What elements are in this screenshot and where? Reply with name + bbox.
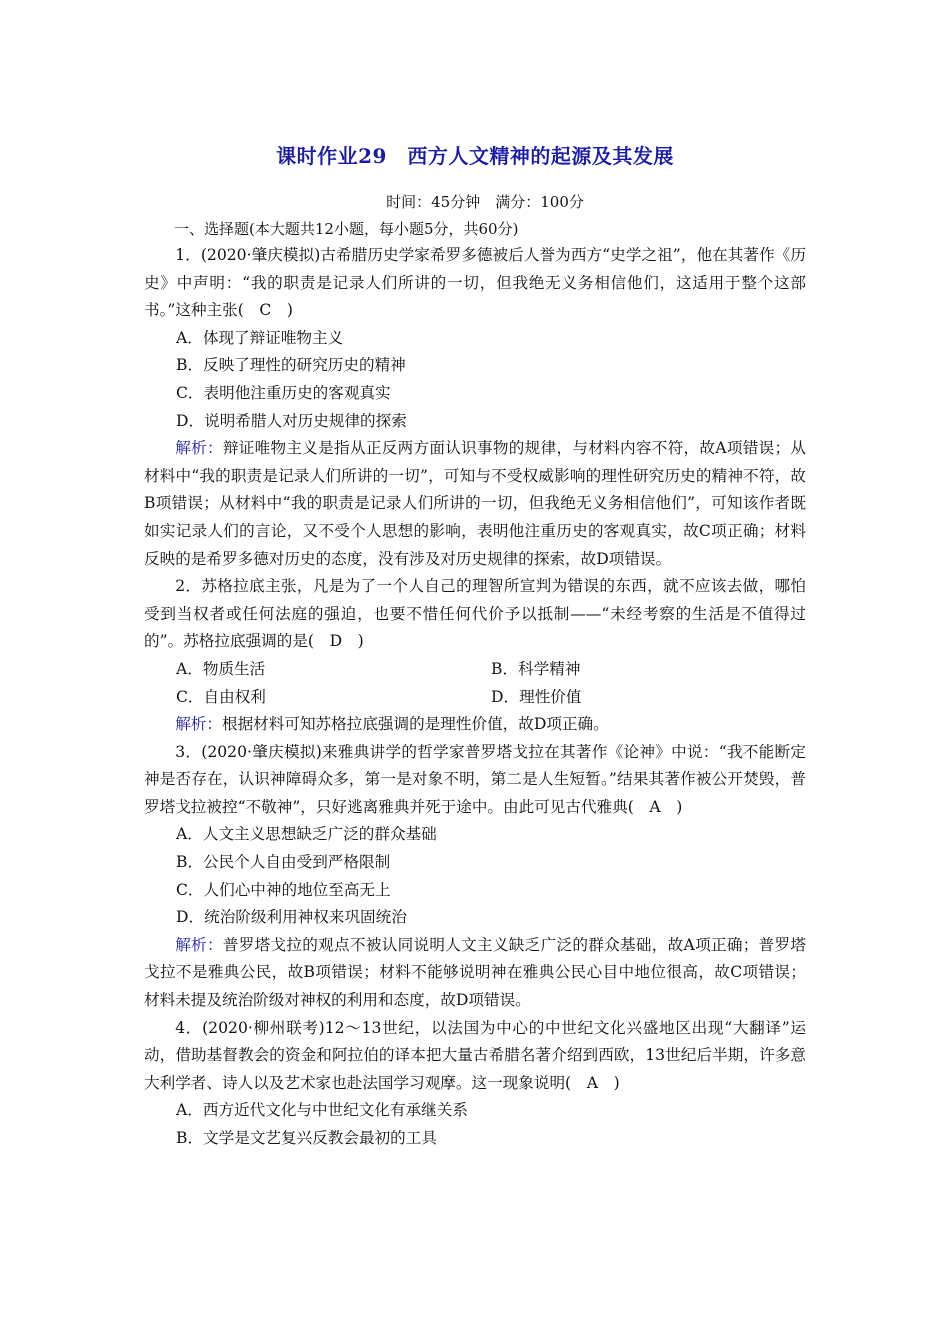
- document-page: [144, 140, 806, 1153]
- analysis: [144, 435, 806, 573]
- option-c: C．表明他注重历史的客观真实: [176, 383, 391, 402]
- option-row: [144, 684, 806, 712]
- question-stem: 2．苏格拉底主张，凡是为了一个人自己的理智所宣判为错误的东西，就不应该去做，哪怕受到当权者或任何法庭的强迫，也要不惜任何代价予以抵制——“未经考察的生活是不值得过的”。苏格拉底强调的是( D ): [144, 577, 806, 651]
- exam-meta: 时间：45分钟 满分：100分: [386, 193, 584, 211]
- option-d: D．说明希腊人对历史规律的探索: [176, 411, 407, 430]
- analysis: [144, 932, 806, 1015]
- option-d: D．统治阶级利用神权来巩固统治: [176, 908, 407, 927]
- section-heading: 一、选择题(本大题共12小题，每小题5分，共60分): [174, 220, 519, 238]
- option-b: B．反映了理性的研究历史的精神: [176, 356, 406, 375]
- option-a: A．物质生活: [176, 659, 266, 678]
- question-stem: 4．(2020·柳州联考)12～13世纪，以法国为中心的中世纪文化兴盛地区出现“大翻译”运动，借助基督教会的资金和阿拉伯的译本把大量古希腊名著介绍到西欧，13世纪后半期，许多意大利学者、诗人以及艺术家也赴法国学习观摩。这一现象说明( A ): [144, 1018, 806, 1092]
- option-d: D．理性价值: [491, 687, 582, 706]
- question-2: [144, 573, 806, 739]
- option-b: B．文学是文艺复兴反教会最初的工具: [176, 1129, 437, 1147]
- question-3: [144, 739, 806, 1015]
- analysis-text: 普罗塔戈拉的观点不被认同说明人文主义缺乏广泛的群众基础，故A项正确；普罗塔戈拉不是雅典公民，故B项错误；材料不能够说明神在雅典公民心目中地位很高，故C项错误；材料未提及统治阶级对神权的利用和态度，故D项错误。: [144, 935, 806, 1010]
- option-a: A．西方近代文化与中世纪文化有承继关系: [176, 1101, 468, 1120]
- option-c: C．自由权利: [176, 687, 266, 706]
- analysis: [144, 711, 806, 739]
- option-a: A．人文主义思想缺乏广泛的群众基础: [176, 825, 437, 844]
- analysis-label: 解析：: [175, 715, 222, 734]
- option-a: A．体现了辩证唯物主义: [176, 328, 344, 347]
- option-c: C．人们心中神的地位至高无上: [176, 880, 391, 899]
- option-b: B．公民个人自由受到严格限制: [176, 853, 391, 872]
- question-1: [144, 242, 806, 573]
- analysis-label: 解析：: [175, 439, 223, 458]
- option-row: [144, 656, 806, 684]
- analysis-label: 解析：: [175, 935, 223, 954]
- question-stem: 3．(2020·肇庆模拟)来雅典讲学的哲学家普罗塔戈拉在其著作《论神》中说：“我不能断定神是否存在，认识神障碍众多，第一是对象不明，第二是人生短暂。”结果其著作被公开焚毁，普罗塔戈拉被控“不敬神”，只好逃离雅典并死于途中。由此可见古代雅典( A ): [144, 742, 806, 816]
- analysis-text: 辩证唯物主义是指从正反两方面认识事物的规律，与材料内容不符，故A项错误；从材料中“我的职责是记录人们所讲的一切”，可知与不受权威影响的理性研究历史的精神不符，故B项错误；从材料中“我的职责是记录人们所讲的一切，但我绝无义务相信他们”，可知该作者既如实记录人们的言论，又不受个人思想的影响，表明他注重历史的客观真实，故C项正确；材料反映的是希罗多德对历史的态度，没有涉及对历史规律的探索，故D项错误。: [144, 439, 806, 568]
- analysis-text: 根据材料可知苏格拉底强调的是理性价值，故D项正确。: [221, 715, 609, 734]
- question-stem: 1．(2020·肇庆模拟)古希腊历史学家希罗多德被后人誉为西方“史学之祖”，他在其著作《历史》中声明：“我的职责是记录人们所讲的一切，但我绝无义务相信他们，这适用于整个这部书。”这种主张( C ): [144, 246, 806, 320]
- page-title: 课时作业29 西方人文精神的起源及其发展: [276, 144, 674, 168]
- option-b: B．科学精神: [491, 659, 581, 678]
- question-4: [144, 1015, 806, 1153]
